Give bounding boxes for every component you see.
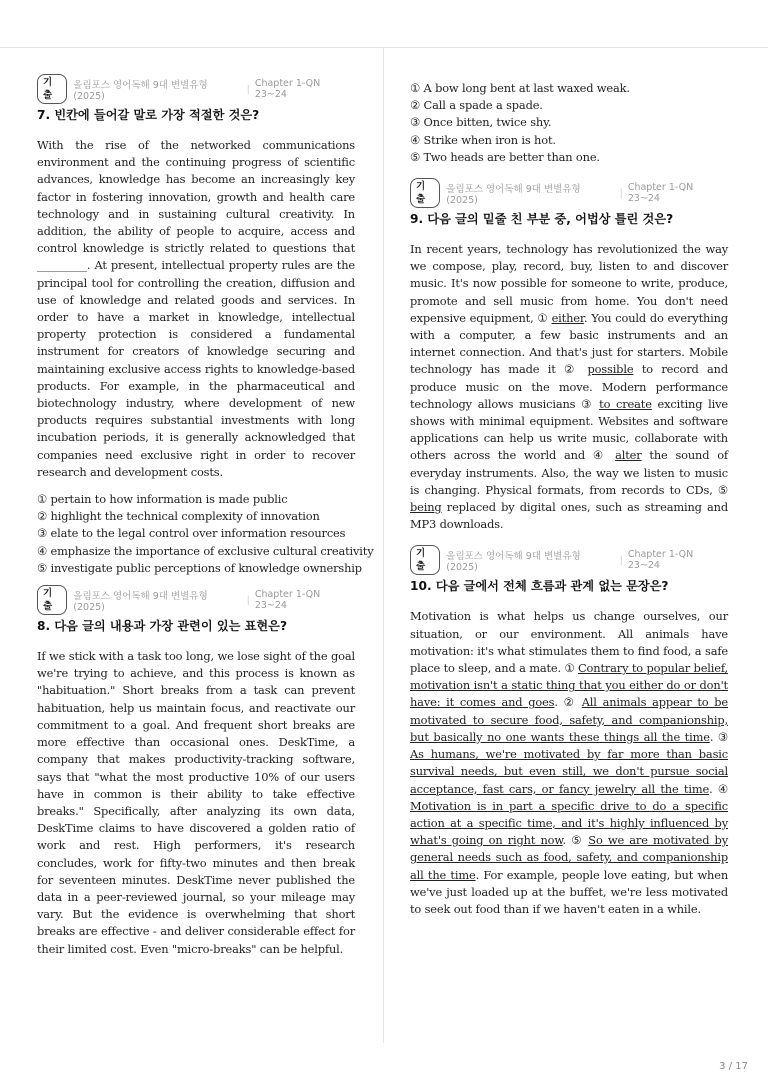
option-2: ② highlight the technical complexity of innovation xyxy=(37,509,320,524)
question-9-tag: 기출 올림포스 영어독해 9대 변별유형 (2025) | Chapter 1-QN 23~24 xyxy=(410,184,728,202)
underlined-3: to create xyxy=(599,396,652,411)
past-exam-badge: 기출 xyxy=(410,545,440,575)
chapter-label: Chapter 1-QN 23~24 xyxy=(254,589,321,612)
option-5: ⑤ Two heads are better than one. xyxy=(410,149,600,164)
question-8-title: 8. 다음 글의 내용과 가장 관련이 있는 표현은? xyxy=(37,619,288,634)
header-divider xyxy=(0,47,768,48)
underlined-1: Contrary to popular belief, motivation isn't a static thing that you either do or don't have: it comes and goes xyxy=(410,661,728,710)
past-exam-badge: 기출 xyxy=(410,178,440,208)
option-4: ④ Strike when iron is hot. xyxy=(410,132,556,147)
chapter-label: Chapter 1-QN 23~24 xyxy=(627,182,694,205)
underlined-3: As humans, we're motivated by far more than basic survival needs, but even still, we don't pursue social acceptance, fast cars, or fancy jewelry all the time xyxy=(410,747,728,796)
question-7-tag: 기출 올림포스 영어독해 9대 변별유형 (2025) | Chapter 1-QN 23~24 xyxy=(37,80,355,98)
chapter-label: Chapter 1-QN 23~24 xyxy=(254,78,321,100)
underlined-4: alter xyxy=(615,448,642,463)
question-8-options xyxy=(410,80,728,166)
question-7-title: 7. 빈칸에 들어갈 말로 가장 적절한 것은? xyxy=(37,108,260,122)
column-divider xyxy=(383,48,384,1043)
question-8-tag: 기출 올림포스 영어독해 9대 변별유형 (2025) | Chapter 1-QN 23~24 xyxy=(37,591,355,609)
option-1: ① pertain to how information is made public xyxy=(37,492,288,507)
underlined-4: Motivation is in part a specific drive to do a specific action at a specific time, and it's highly influenced by what's going on right now xyxy=(410,798,728,848)
underlined-1: either xyxy=(551,310,584,325)
source-label: 올림포스 영어독해 9대 변별유형 (2025) xyxy=(73,590,208,613)
option-2: ② Call a spade a spade. xyxy=(410,98,543,113)
question-8-passage: If we stick with a task too long, we lose sight of the goal we're trying to achieve, and this process is known as "habituation." Short breaks from a task can prevent habituation, help us maintain focus, and reactivate our commitment to a goal. And frequent short breaks are more effective than occasional ones. DeskTime, a company that makes productivity-tracking software, says that "what the most productive 10% of our users have in common is their ability to take effective breaks." Specifically, after analyzing its own data, DeskTime claims to have discovered a golden ratio of work and rest. High performers, it's research concludes, work for fifty-two minutes and then break for seventeen minutes. DeskTime never published the data in a peer-reviewed journal, so your mileage may vary. But the evidence is overwhelming that short breaks are effective - and deliver considerable effect for their limited cost. Even "micro-breaks" can be helpful. xyxy=(37,649,355,956)
past-exam-badge: 기출 xyxy=(37,74,67,104)
option-5: ⑤ investigate public perceptions of knowledge ownership xyxy=(37,560,362,575)
question-7-passage: With the rise of the networked communications environment and the continuing progress of scientific advances, knowledge has become an increasingly key factor in fostering innovation, growth and health care technology and in sustaining cultural creativity. In addition, the ability of people to acquire, access and control knowledge is strictly related to questions that _________. At present, intellectual property rules are the principal tool for controlling the creation, diffusion and use of knowledge and related goods and services. In order to have a market in knowledge, intellectual property protection is considered a fundamental instrument for creators of knowledge securing and maintaining exclusive access rights to knowledge-based products. For example, in the pharmaceutical and biotechnology industry, where development of new products requires substantial investments with long incubation periods, it is generally acknowledged that companies need exclusive right in order to recover research and development costs. xyxy=(37,138,355,479)
option-1: ① A bow long bent at last waxed weak. xyxy=(410,81,630,95)
question-10-passage: Motivation is what helps us change ourselves, our situation, or our environment. All animals have motivation: it's what stimulates them to find food, a safe place to sleep, and a mate. ① Contrary to popular belief, motivation isn't a static thing that you either do or don't have: it comes and goes. ② All animals appear to be motivated to secure food, safety, and companionship, but basically no one wants these things all the time. ③ As humans, we're motivated by far more than basic survival needs, but even still, we don't pursue social acceptance, fast cars, or fancy jewelry all the time. ④ Motivation is in part a specific drive to do a specific action at a specific time, and it's highly influenced by what's going on right now. ⑤ So we are motivated by general needs such as food, safety, and companionship all the time. For example, people love eating, but when we've just loaded up at the buffet, we're less motivated to seek out food than if we haven't eaten in a while. xyxy=(410,609,729,916)
chapter-label: Chapter 1-QN 23~24 xyxy=(627,549,694,572)
source-label: 올림포스 영어독해 9대 변별유형 (2025) xyxy=(446,183,581,206)
option-4: ④ emphasize the importance of exclusive cultural creativity xyxy=(37,543,374,558)
right-column xyxy=(410,80,728,918)
option-3: ③ Once bitten, twice shy. xyxy=(410,115,552,130)
underlined-5: So we are motivated by general needs such as food, safety, and companionship all the time xyxy=(410,833,728,882)
left-column xyxy=(37,77,374,958)
question-10-title: 10. 다음 글에서 전체 흐름과 관계 없는 문장은? xyxy=(410,579,669,594)
question-7-options xyxy=(37,491,374,577)
question-10-tag: 기출 올림포스 영어독해 9대 변별유형 (2025) | Chapter 1-QN 23~24 xyxy=(410,551,728,569)
underlined-5: being xyxy=(410,500,442,515)
underlined-2: possible xyxy=(587,362,634,377)
underlined-2: All animals appear to be motivated to secure food, safety, and companionship, but basically no one wants these things all the time xyxy=(410,695,728,744)
past-exam-badge: 기출 xyxy=(37,585,67,615)
page-number: 3 / 17 xyxy=(719,1061,748,1072)
source-label: 올림포스 영어독해 9대 변별유형 (2025) xyxy=(446,550,581,573)
question-9-title: 9. 다음 글의 밑줄 친 부분 중, 어법상 틀린 것은? xyxy=(410,212,674,227)
option-3: ③ elate to the legal control over information resources xyxy=(37,526,346,541)
source-label: 올림포스 영어독해 9대 변별유형 (2025) xyxy=(73,79,208,102)
question-9-passage: In recent years, technology has revolutionized the way we compose, play, record, buy, listen to and discover music. It's now possible for someone to write, produce, promote and sell music from home. You don't need expensive equipment, ① either. You could do everything with a computer, a few basic instruments and an internet connection. And that's just for starters. Mobile technology has made it ② possible to record and produce music on the move. Modern performance technology allows musicians ③ to create exciting live shows with minimal equipment. Websites and software applications can help us write music, collaborate with others across the world and ④ alter the sound of everyday instruments. Also, the way we listen to music is changing. Physical formats, from records to CDs, ⑤ being replaced by digital ones, such as streaming and MP3 downloads. xyxy=(410,242,729,532)
